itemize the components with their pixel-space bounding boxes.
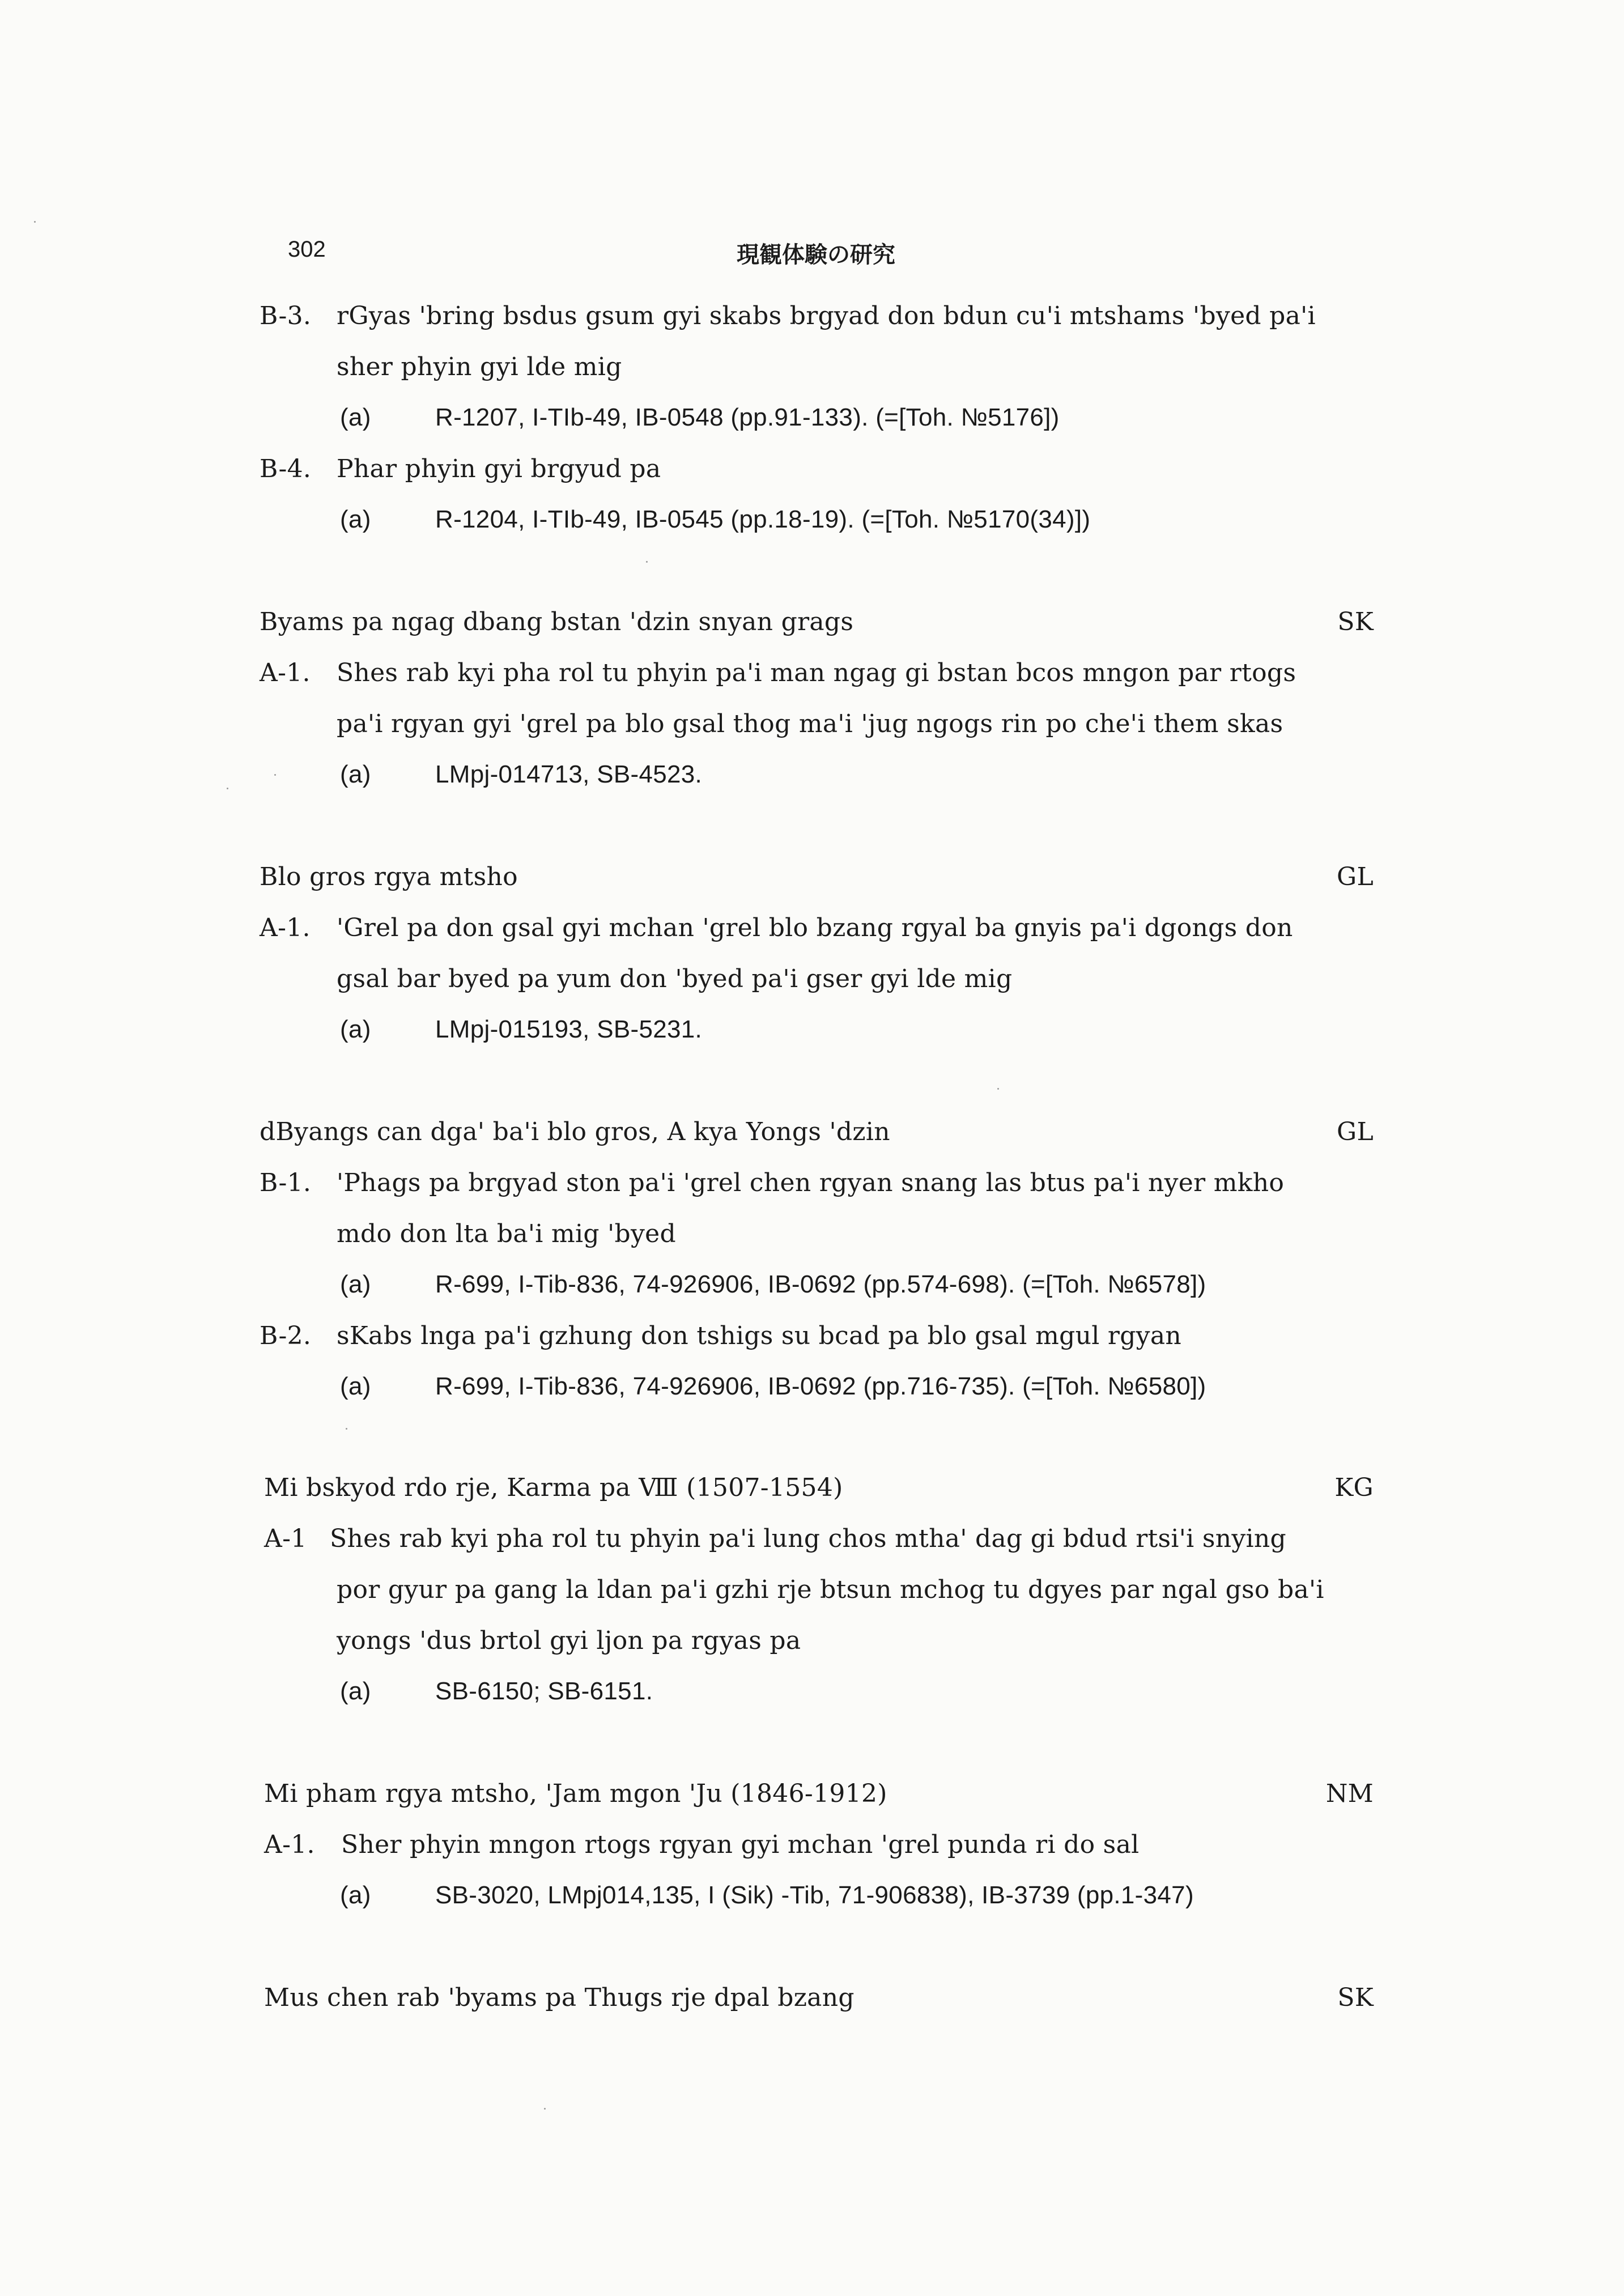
reference-text: SB-6150; SB-6151.	[435, 1677, 653, 1705]
item-title-line: 'Grel pa don gsal gyi mchan 'grel blo bzang rgyal ba gnyis pa'i dgongs don	[337, 913, 1293, 942]
item-title-line: por gyur pa gang la ldan pa'i gzhi rje btsun mchog tu dgyes par ngal gso ba'i	[337, 1575, 1324, 1604]
author-heading	[264, 1779, 1374, 1808]
page-header	[0, 237, 1624, 271]
school-code: KG	[1334, 1473, 1374, 1502]
item-title-line: gsal bar byed pa yum don 'byed pa'i gser gyi lde mig	[337, 964, 1013, 993]
item-title-line: sher phyin gyi lde mig	[337, 352, 622, 381]
scan-speck	[346, 1428, 347, 1430]
reference-text: R-699, I-Tib-836, 74-926906, IB-0692 (pp.716-735). (=[Toh. №6580])	[435, 1372, 1206, 1400]
item-label: A-1.	[264, 1830, 315, 1859]
item-label: B-2.	[260, 1321, 312, 1350]
item-title-line: Phar phyin gyi brgyud pa	[337, 454, 661, 483]
page-number: 302	[288, 237, 326, 262]
reference-text: R-1204, I-TIb-49, IB-0545 (pp.18-19). (=[Toh. №5170(34)])	[435, 505, 1091, 533]
scan-speck	[997, 1088, 999, 1090]
running-title: 現観体験の研究	[737, 242, 895, 268]
reference-label: (a)	[340, 1015, 371, 1043]
author-name: dByangs can dga' ba'i blo gros, A kya Yongs 'dzin	[260, 1117, 890, 1146]
item-title-line: 'Phags pa brgyad ston pa'i 'grel chen rgyan snang las btus pa'i nyer mkho	[337, 1168, 1285, 1197]
reference-label: (a)	[340, 505, 371, 533]
reference-text: LMpj-015193, SB-5231.	[435, 1015, 703, 1043]
school-code: SK	[1337, 1983, 1374, 2012]
scan-speck	[227, 788, 228, 789]
scan-speck	[646, 561, 648, 563]
author-name: Mus chen rab 'byams pa Thugs rje dpal bzang	[264, 1983, 854, 2012]
scan-speck	[544, 2108, 546, 2110]
school-code: GL	[1337, 1117, 1374, 1146]
author-heading	[264, 1983, 1374, 2012]
item-title-line: yongs 'dus brtol gyi ljon pa rgyas pa	[337, 1626, 801, 1655]
reference-label: (a)	[340, 1270, 371, 1298]
scan-speck	[274, 774, 276, 776]
reference-text: SB-3020, LMpj014,135, I (Sik) -Tib, 71-906838), IB-3739 (pp.1-347)	[435, 1881, 1194, 1909]
item-label: B-3.	[260, 301, 312, 330]
school-code: GL	[1337, 862, 1374, 891]
item-title-line: rGyas 'bring bsdus gsum gyi skabs brgyad don bdun cu'i mtshams 'byed pa'i	[337, 301, 1316, 330]
author-name: Mi pham rgya mtsho, 'Jam mgon 'Ju (1846-1912)	[264, 1779, 887, 1808]
reference-label: (a)	[340, 1372, 371, 1400]
reference-label: (a)	[340, 1677, 371, 1705]
author-heading	[260, 607, 1374, 636]
reference-label: (a)	[340, 1881, 371, 1909]
author-heading	[260, 1117, 1374, 1146]
author-heading	[260, 862, 1374, 891]
item-title-line: pa'i rgyan gyi 'grel pa blo gsal thog ma'i 'jug ngogs rin po che'i them skas	[337, 709, 1283, 738]
item-title-line: sKabs lnga pa'i gzhung don tshigs su bcad pa blo gsal mgul rgyan	[337, 1321, 1182, 1350]
item-title-line: mdo don lta ba'i mig 'byed	[337, 1219, 676, 1248]
reference-label: (a)	[340, 760, 371, 788]
reference-text: LMpj-014713, SB-4523.	[435, 760, 703, 788]
author-name: Blo gros rgya mtsho	[260, 862, 518, 891]
item-label: A-1.	[260, 658, 311, 687]
item-label: A-1	[264, 1524, 307, 1553]
author-heading	[264, 1473, 1374, 1502]
reference-text: R-1207, I-TIb-49, IB-0548 (pp.91-133). (=[Toh. №5176])	[435, 403, 1060, 431]
school-code: SK	[1337, 607, 1374, 636]
scan-speck	[34, 221, 36, 223]
item-title-line: Sher phyin mngon rtogs rgyan gyi mchan 'grel punda ri do sal	[341, 1830, 1140, 1859]
item-title-line: Shes rab kyi pha rol tu phyin pa'i lung chos mtha' dag gi bdud rtsi'i snying	[330, 1524, 1286, 1553]
item-label: B-4.	[260, 454, 312, 483]
school-code: NM	[1325, 1779, 1374, 1808]
author-name: Mi bskyod rdo rje, Karma pa Ⅷ (1507-1554)	[264, 1473, 843, 1502]
author-name: Byams pa ngag dbang bstan 'dzin snyan grags	[260, 607, 854, 636]
item-label: B-1.	[260, 1168, 312, 1197]
item-label: A-1.	[260, 913, 311, 942]
reference-label: (a)	[340, 403, 371, 431]
item-title-line: Shes rab kyi pha rol tu phyin pa'i man ngag gi bstan bcos mngon par rtogs	[337, 658, 1296, 687]
reference-text: R-699, I-Tib-836, 74-926906, IB-0692 (pp.574-698). (=[Toh. №6578])	[435, 1270, 1206, 1298]
